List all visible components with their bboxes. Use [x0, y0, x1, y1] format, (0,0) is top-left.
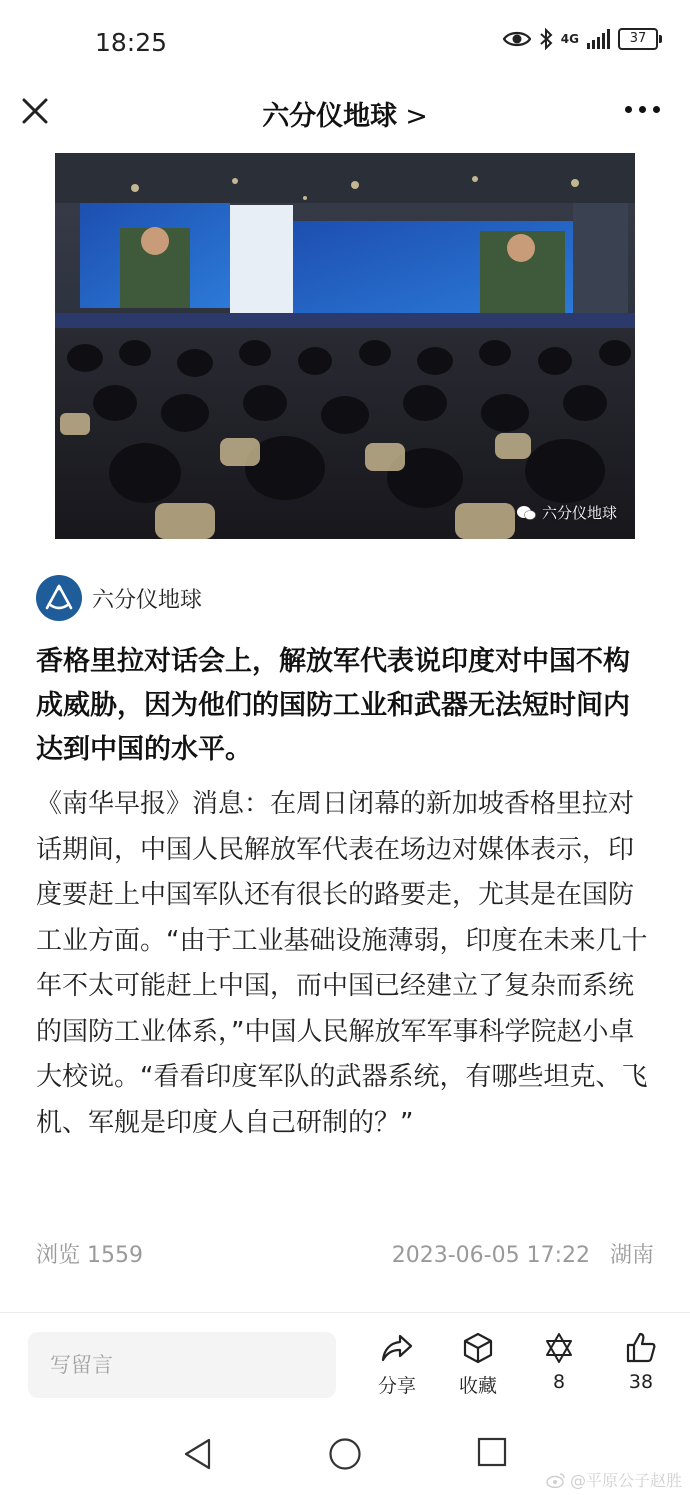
view-count: [36, 1238, 143, 1269]
wechat-icon: [516, 505, 536, 521]
views-number: 1559: [87, 1243, 144, 1268]
thumbs-up-button[interactable]: [606, 1331, 676, 1393]
battery-icon: 37: [618, 28, 658, 50]
action-bar: [0, 1313, 690, 1413]
author-avatar[interactable]: [36, 575, 82, 621]
thumbs-up-count: 38: [628, 1371, 654, 1393]
chevron-right-icon: >: [405, 101, 428, 132]
weibo-watermark-text: @平原公子赵胜: [569, 1471, 682, 1490]
account-title: 六分仪地球: [262, 101, 398, 132]
favorite-label: 收藏: [458, 1375, 497, 1397]
publish-location: 湖南: [609, 1243, 654, 1268]
back-triangle-icon[interactable]: [182, 1437, 214, 1471]
share-label: 分享: [377, 1375, 416, 1397]
status-bar: [0, 0, 690, 80]
like-count: 8: [552, 1371, 566, 1393]
image-watermark: [516, 502, 617, 523]
recents-square-icon[interactable]: [477, 1437, 507, 1467]
article-headline: 香格里拉对话会上，解放军代表说印度对中国不构成威胁，因为他们的国防工业和武器无法短时间内达到中国的水平。: [36, 646, 630, 765]
nav-bar: [0, 80, 690, 150]
author-name[interactable]: 六分仪地球: [92, 587, 203, 613]
signal-icon: [587, 29, 610, 49]
share-button[interactable]: [362, 1331, 432, 1398]
watermark-text: 六分仪地球: [541, 504, 617, 522]
status-time: 18:25: [95, 28, 168, 57]
conference-photo: [55, 153, 635, 539]
share-icon: [380, 1331, 414, 1365]
author-row[interactable]: [36, 575, 202, 621]
eye-icon: [503, 30, 531, 48]
box-icon: [461, 1331, 495, 1365]
account-title-link[interactable]: [0, 94, 690, 133]
hexagram-icon: [542, 1331, 576, 1365]
publish-info: [392, 1238, 654, 1269]
bluetooth-icon: [539, 28, 553, 50]
publish-datetime: 2023-06-05 17:22: [391, 1243, 590, 1268]
like-button[interactable]: [524, 1331, 594, 1393]
views-label: 浏览: [36, 1243, 81, 1268]
network-label: 4G: [560, 32, 579, 46]
status-icons: [503, 28, 658, 50]
thumbs-up-icon: [624, 1331, 658, 1365]
article-hero-image[interactable]: [55, 153, 635, 539]
weibo-watermark: [546, 1468, 682, 1491]
more-icon[interactable]: [625, 106, 660, 113]
sextant-logo-icon: [43, 582, 75, 614]
system-nav-bar: [0, 1413, 690, 1495]
favorite-button[interactable]: [443, 1331, 513, 1398]
weibo-icon: [546, 1472, 566, 1488]
home-circle-icon[interactable]: [328, 1437, 362, 1471]
comment-input[interactable]: 写留言: [28, 1332, 336, 1398]
article-body: 《南华早报》消息：在周日闭幕的新加坡香格里拉对话期间，中国人民解放军代表在场边对媒体表示，印度要赶上中国军队还有很长的路要走，尤其是在国防工业方面。“由于工业基础设施薄弱，印度在未来几十年不太可能赶上中国，而中国已经建立了复杂而系统的国防工业体系，”中国人民解放军军事科学院赵小卓大校说。“看看印度军队的武器系统，有哪些坦克、飞机、军舰是印度人自己研制的？”: [36, 789, 648, 1138]
